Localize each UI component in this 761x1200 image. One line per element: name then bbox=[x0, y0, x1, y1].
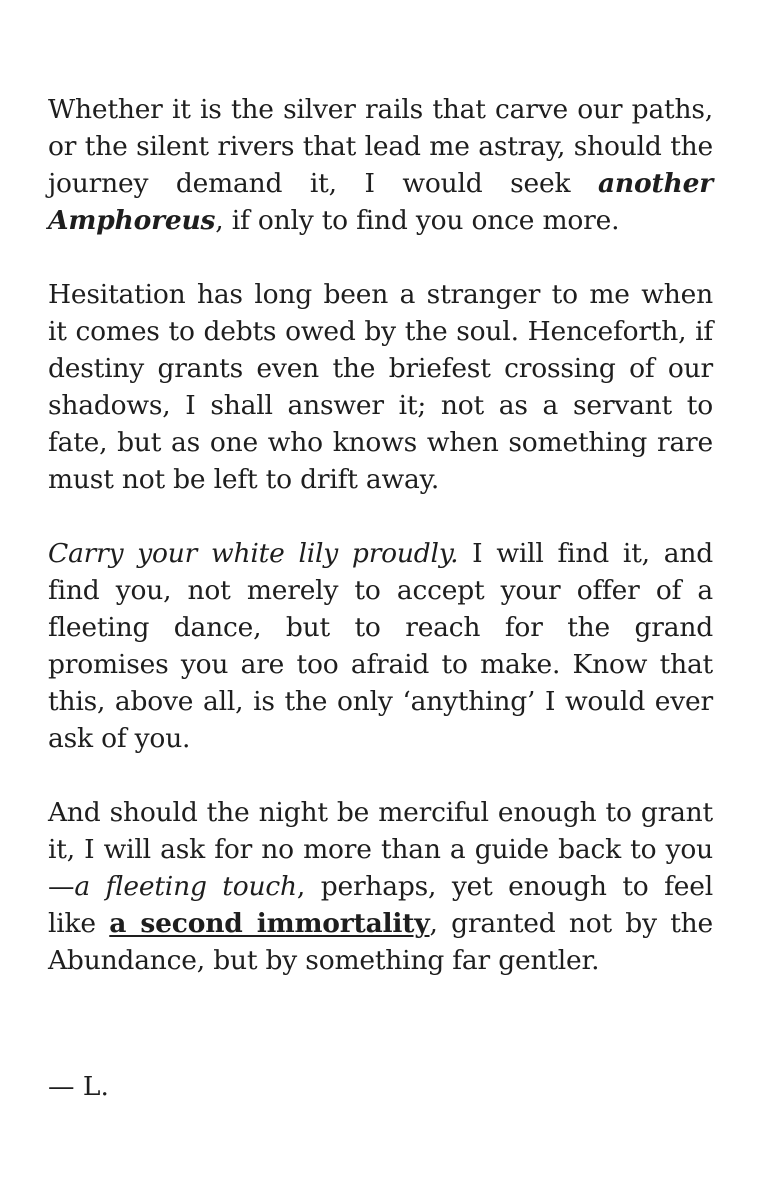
signature: — L. bbox=[48, 1071, 109, 1102]
paragraph-4-text-b: , perhaps, yet enough to feel like bbox=[48, 871, 713, 939]
paragraph-4-text-a: And should the night be merciful enough to grant it, I will ask for no more than a guide back to you— bbox=[48, 797, 713, 902]
paragraph-3-text: I will find it, and find you, not merely to accept your offer of a fleeting dance, but to reach for the grand promises you are too afraid to make. Know that this, above all, is the only ‘anything’ I would ever ask of you. bbox=[48, 538, 713, 754]
paragraph-1-text-a: Whether it is the silver rails that carve our paths, or the silent rivers that lead me astray, should the journey demand it, I would seek bbox=[48, 94, 713, 199]
letter-body bbox=[48, 91, 713, 1016]
emphasis-fleeting-touch: a fleeting touch bbox=[74, 871, 297, 902]
emphasis-white-lily: Carry your white lily proudly. bbox=[48, 538, 459, 569]
paragraph-1-text-b: , if only to find you once more. bbox=[215, 205, 620, 236]
paragraph-2-text: Hesitation has long been a stranger to me when it comes to debts owed by the soul. Henceforth, if destiny grants even the briefest crossing of our shadows, I shall answer it; not as a servant to fate, but as one who knows when something rare must not be left to drift away. bbox=[48, 279, 713, 495]
emphasis-second-immortality: a second immortality bbox=[109, 908, 430, 939]
paragraph-1 bbox=[48, 91, 713, 239]
paragraph-2 bbox=[48, 276, 713, 498]
paragraph-4 bbox=[48, 794, 713, 979]
paragraph-3 bbox=[48, 535, 713, 757]
paragraph-4-text-c: , granted not by the Abundance, but by something far gentler. bbox=[48, 908, 713, 976]
emphasis-another-amphoreus: another Amphoreus bbox=[48, 168, 713, 236]
